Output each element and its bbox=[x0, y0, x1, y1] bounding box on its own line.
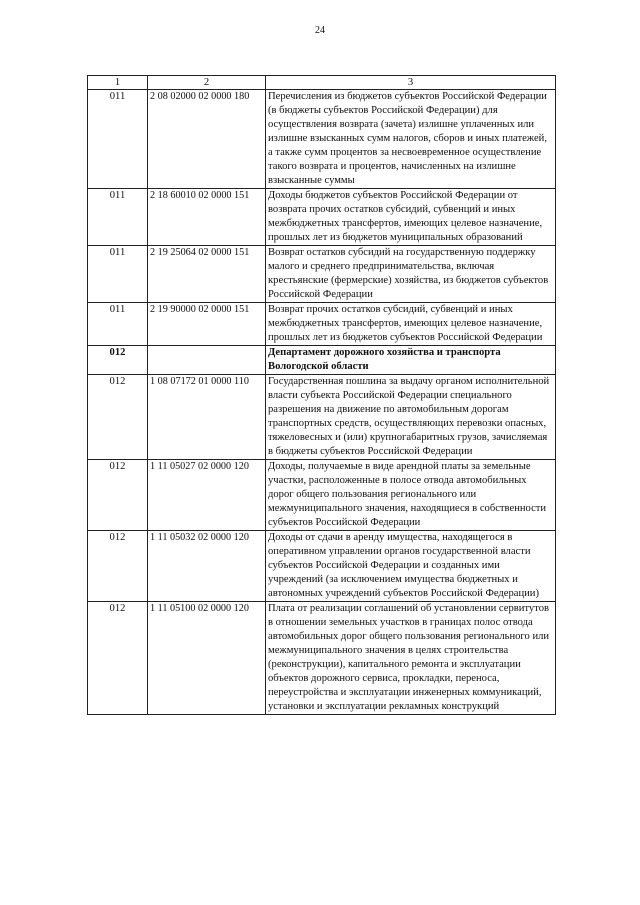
description-cell: Возврат остатков субсидий на государственную поддержку малого и среднего предпринимательства, включая крестьянские (фермерские) хозяйства, из бюджетов субъектов Российской Федерации bbox=[266, 246, 556, 303]
admin-code-cell: 011 bbox=[88, 303, 148, 346]
budget-code-cell: 1 11 05032 02 0000 120 bbox=[148, 531, 266, 602]
table-row bbox=[88, 246, 556, 303]
admin-code-cell: 012 bbox=[88, 531, 148, 602]
budget-code-cell: 2 08 02000 02 0000 180 bbox=[148, 90, 266, 189]
budget-code-cell: 2 19 90000 02 0000 151 bbox=[148, 303, 266, 346]
description-cell: Государственная пошлина за выдачу органом исполнительной власти субъекта Российской Федерации специального разрешения на движение по автомобильным дорогам транспортных средств, осуществляющих перевозки опасных, тяжеловесных и (или) крупногабаритных грузов, зачисляемая в бюджеты субъектов Российской Федерации bbox=[266, 375, 556, 460]
table-row bbox=[88, 90, 556, 189]
description-cell: Перечисления из бюджетов субъектов Российской Федерации (в бюджеты субъектов Российской Федерации) для осуществления возврата (зачета) излишне уплаченных или излишне взысканных сумм налогов, сборов и иных платежей, а также сумм процентов за несвоевременное осуществление такого возврата и процентов, начисленных на излишне взысканные суммы bbox=[266, 90, 556, 189]
admin-code-cell: 012 bbox=[88, 602, 148, 715]
budget-code-cell: 1 08 07172 01 0000 110 bbox=[148, 375, 266, 460]
header-col-2: 2 bbox=[148, 76, 266, 90]
header-col-1: 1 bbox=[88, 76, 148, 90]
description-cell: Плата от реализации соглашений об установлении сервитутов в отношении земельных участков в границах полос отвода автомобильных дорог общего пользования регионального или межмуниципального значения в целях строительства (реконструкции), капитального ремонта и эксплуатации объектов дорожного сервиса, прокладки, переноса, переустройства и эксплуатации инженерных коммуникаций, установки и эксплуатации рекламных конструкций bbox=[266, 602, 556, 715]
table-row bbox=[88, 375, 556, 460]
description-cell: Доходы от сдачи в аренду имущества, находящегося в оперативном управлении органов государственной власти субъектов Российской Федерации и созданных ими учреждений (за исключением имущества бюджетных и автономных учреждений субъектов Российской Федерации) bbox=[266, 531, 556, 602]
admin-code-cell: 011 bbox=[88, 189, 148, 246]
description-cell: Доходы, получаемые в виде арендной платы за земельные участки, расположенные в полосе отвода автомобильных дорог общего пользования регионального или межмуниципального значения, находящиеся в собственности субъектов Российской Федерации bbox=[266, 460, 556, 531]
description-cell: Доходы бюджетов субъектов Российской Федерации от возврата прочих остатков субсидий, субвенций и иных межбюджетных трансфертов, имеющих целевое назначение, прошлых лет из бюджетов муниципальных образований bbox=[266, 189, 556, 246]
admin-code-cell: 011 bbox=[88, 246, 148, 303]
admin-code-cell: 012 bbox=[88, 375, 148, 460]
description-cell: Департамент дорожного хозяйства и транспорта Вологодской области bbox=[266, 346, 556, 375]
budget-code-cell bbox=[148, 346, 266, 375]
table-row bbox=[88, 303, 556, 346]
table-row bbox=[88, 460, 556, 531]
page-number: 24 bbox=[315, 25, 325, 36]
revenue-codes-table bbox=[87, 75, 556, 715]
header-col-3: 3 bbox=[266, 76, 556, 90]
admin-code-cell: 011 bbox=[88, 90, 148, 189]
admin-code-cell: 012 bbox=[88, 346, 148, 375]
budget-code-cell: 1 11 05027 02 0000 120 bbox=[148, 460, 266, 531]
table-row bbox=[88, 531, 556, 602]
description-cell: Возврат прочих остатков субсидий, субвенций и иных межбюджетных трансфертов, имеющих целевое назначение, прошлых лет из бюджетов субъектов Российской Федерации bbox=[266, 303, 556, 346]
admin-code-cell: 012 bbox=[88, 460, 148, 531]
budget-code-cell: 2 18 60010 02 0000 151 bbox=[148, 189, 266, 246]
table-header-row bbox=[88, 76, 556, 90]
budget-code-cell: 1 11 05100 02 0000 120 bbox=[148, 602, 266, 715]
budget-code-cell: 2 19 25064 02 0000 151 bbox=[148, 246, 266, 303]
table-row bbox=[88, 189, 556, 246]
table-section-row bbox=[88, 346, 556, 375]
table-row bbox=[88, 602, 556, 715]
